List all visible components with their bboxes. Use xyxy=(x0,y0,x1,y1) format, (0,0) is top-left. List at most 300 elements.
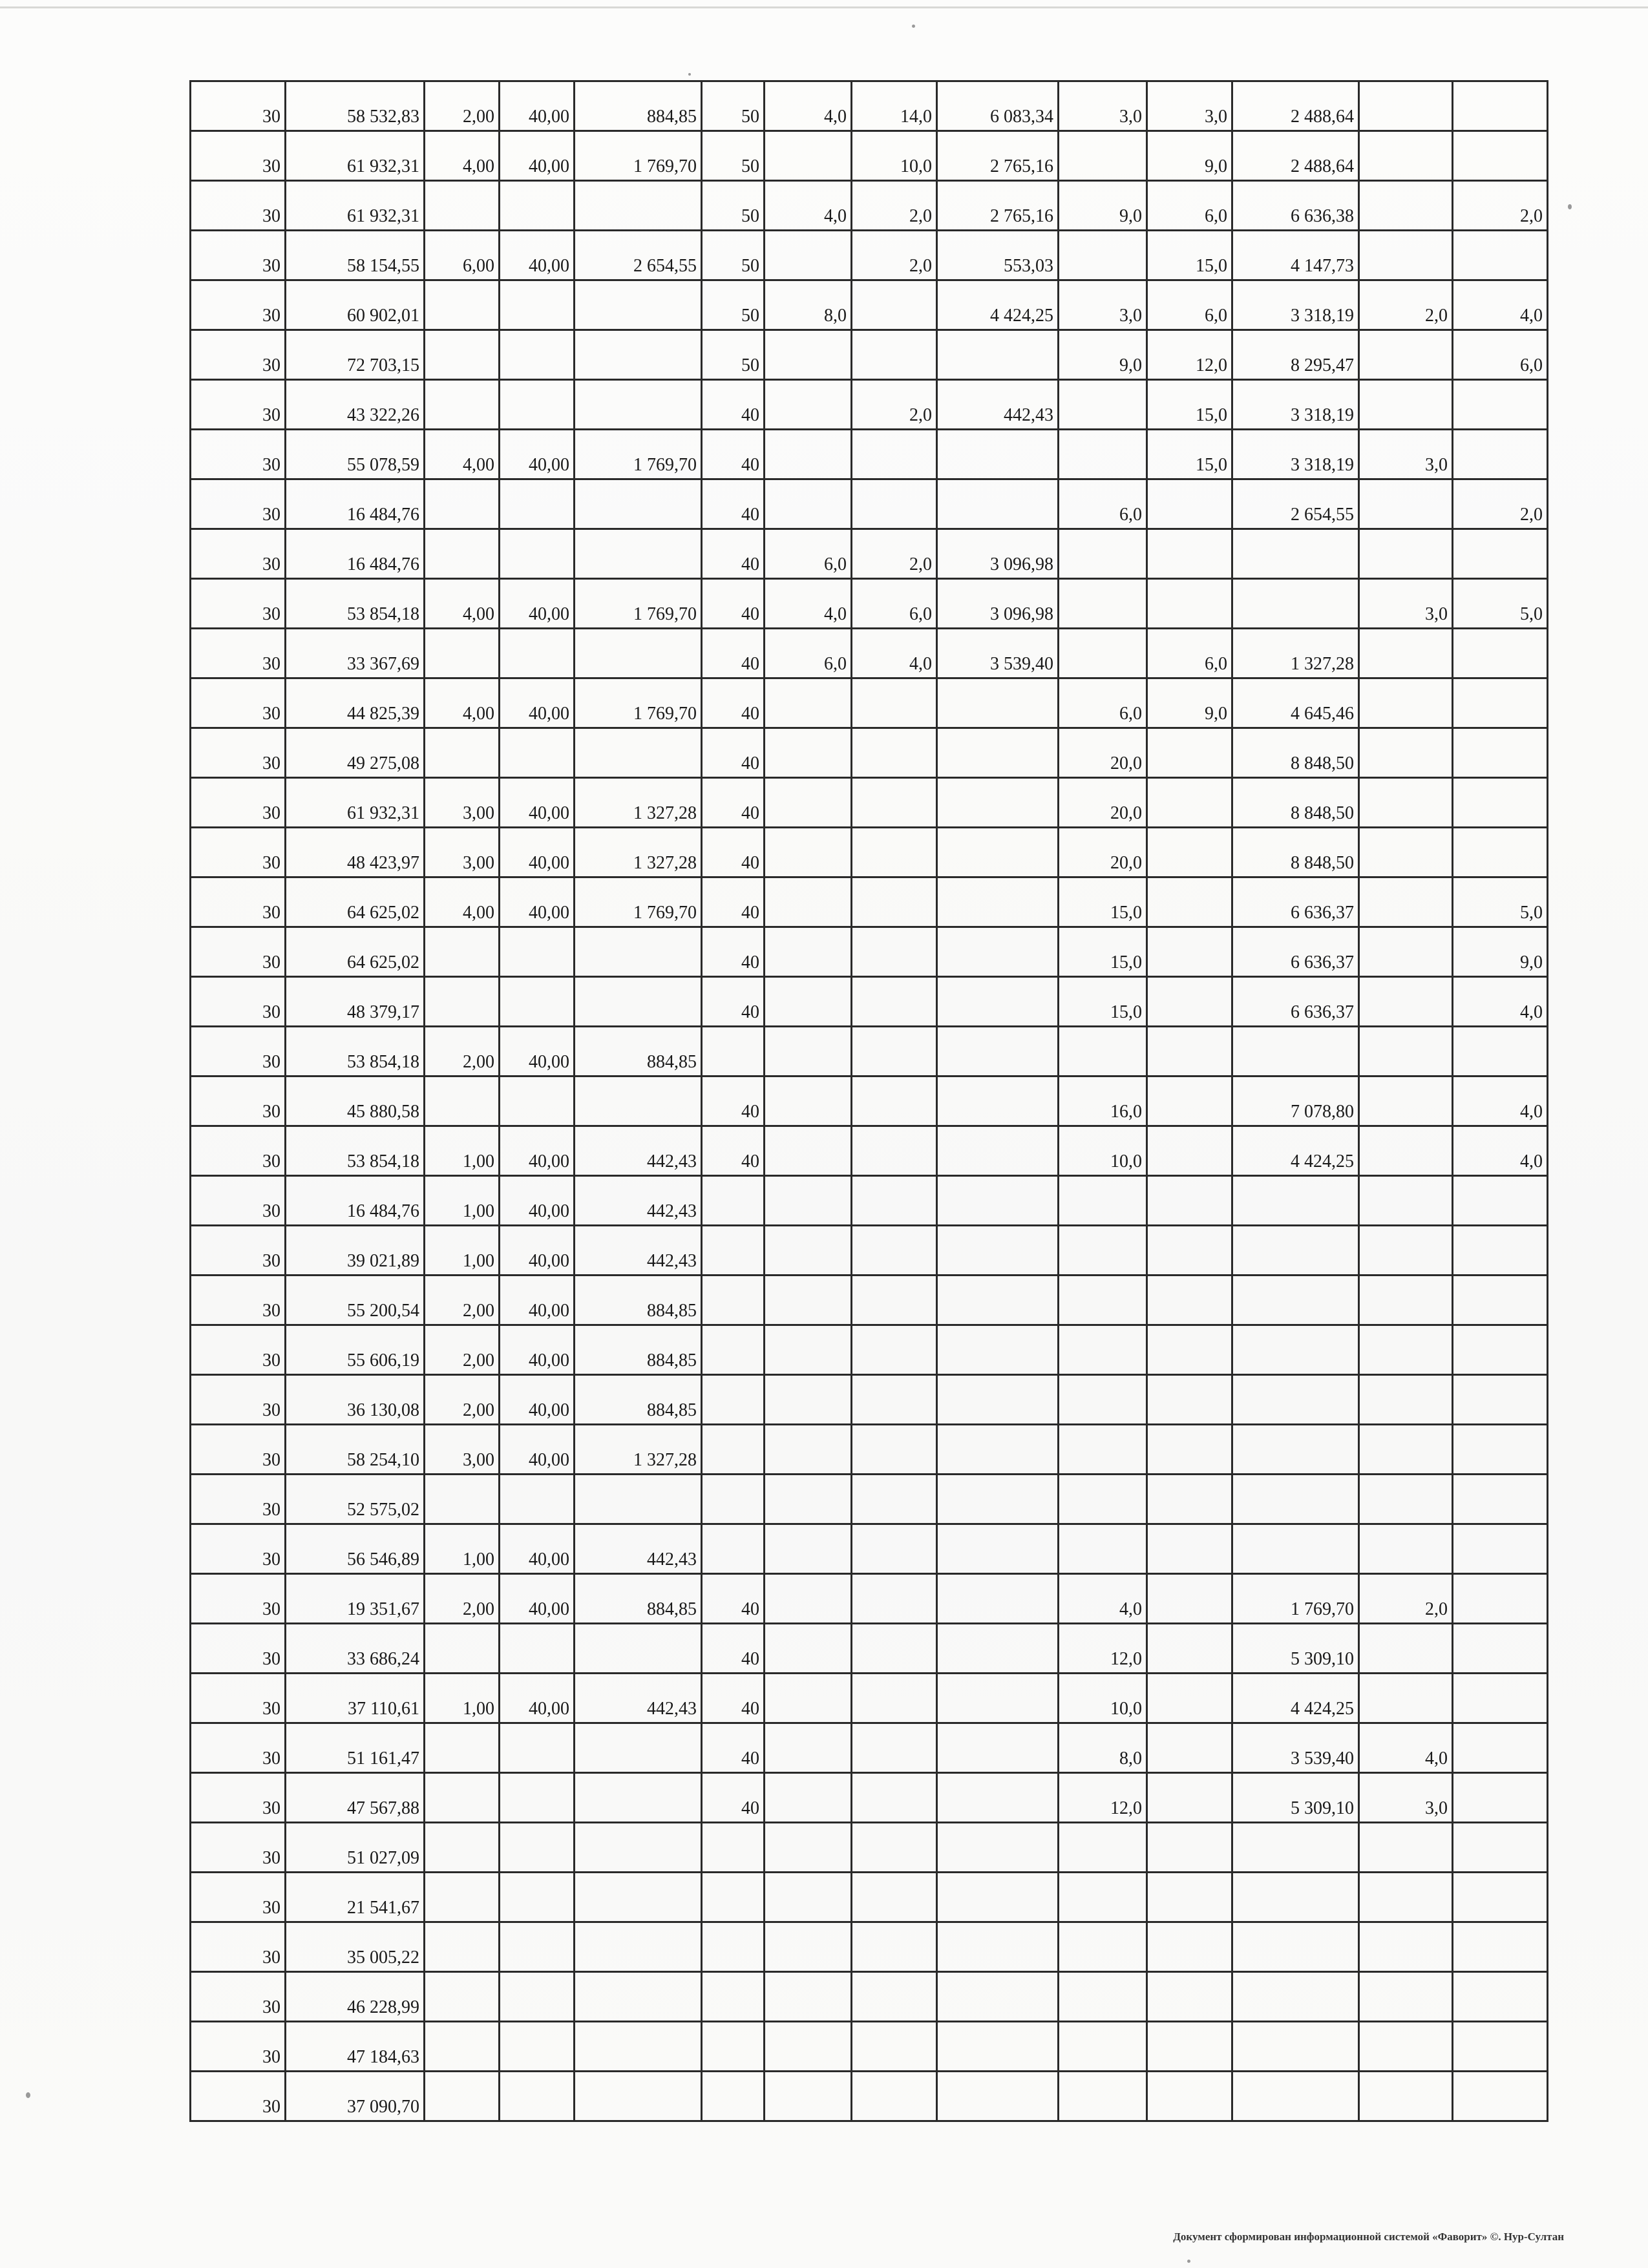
table-cell xyxy=(765,181,852,231)
table-cell xyxy=(765,828,852,877)
table-cell xyxy=(500,1972,575,2022)
cell-value: 40 xyxy=(741,604,759,624)
table-cell xyxy=(1453,1773,1548,1823)
cell-value: 58 254,10 xyxy=(347,1450,419,1470)
table-cell xyxy=(765,430,852,479)
scan-speck xyxy=(26,2092,30,2098)
cell-value: 55 606,19 xyxy=(347,1350,419,1370)
table-cell xyxy=(852,1126,937,1176)
table-cell xyxy=(191,1823,286,1873)
cell-value: 6,0 xyxy=(824,554,847,574)
table-cell xyxy=(1232,1176,1359,1226)
table-cell xyxy=(575,330,702,380)
cell-value: 553,03 xyxy=(1004,256,1053,276)
table-cell xyxy=(1359,828,1453,877)
table-cell xyxy=(1147,1723,1232,1773)
cell-value: 55 078,59 xyxy=(347,455,419,475)
table-cell xyxy=(702,131,765,181)
table-cell xyxy=(702,1873,765,1922)
table-cell xyxy=(1453,1574,1548,1624)
table-cell xyxy=(1453,1226,1548,1276)
cell-value: 30 xyxy=(262,704,280,724)
table-cell xyxy=(191,231,286,280)
table-row xyxy=(191,231,1548,280)
table-cell xyxy=(425,1773,500,1823)
cell-value: 6 636,37 xyxy=(1291,1002,1354,1022)
table-cell xyxy=(1359,579,1453,629)
table-row xyxy=(191,1375,1548,1425)
table-cell xyxy=(575,678,702,728)
table-cell xyxy=(191,181,286,231)
table-cell xyxy=(765,927,852,977)
table-cell xyxy=(937,1076,1059,1126)
table-row xyxy=(191,1226,1548,1276)
table-cell xyxy=(425,1723,500,1773)
table-cell xyxy=(852,330,937,380)
cell-value: 1,00 xyxy=(463,1699,494,1719)
table-cell xyxy=(937,728,1059,778)
cell-value: 4 424,25 xyxy=(990,306,1053,326)
table-cell xyxy=(575,231,702,280)
table-cell xyxy=(852,479,937,529)
table-cell xyxy=(937,1574,1059,1624)
table-cell xyxy=(765,1475,852,1524)
cell-value: 2,00 xyxy=(463,1301,494,1321)
table-cell xyxy=(1059,778,1147,828)
table-cell xyxy=(425,1624,500,1674)
table-cell xyxy=(1453,1524,1548,1574)
table-cell xyxy=(937,330,1059,380)
table-cell xyxy=(1359,280,1453,330)
table-cell xyxy=(937,778,1059,828)
table-cell xyxy=(1453,1027,1548,1076)
cell-value: 44 825,39 xyxy=(347,704,419,724)
table-cell xyxy=(500,1475,575,1524)
table-cell xyxy=(1232,678,1359,728)
table-cell xyxy=(852,280,937,330)
table-cell xyxy=(1147,1972,1232,2022)
table-cell xyxy=(1232,1475,1359,1524)
cell-value: 40,00 xyxy=(529,256,569,276)
table-cell xyxy=(1232,828,1359,877)
table-cell xyxy=(765,2022,852,2072)
table-cell xyxy=(191,1922,286,1972)
table-row xyxy=(191,1425,1548,1475)
table-cell xyxy=(500,380,575,430)
table-cell xyxy=(702,877,765,927)
table-cell xyxy=(500,977,575,1027)
table-cell xyxy=(1453,1873,1548,1922)
table-cell xyxy=(1453,1076,1548,1126)
table-cell xyxy=(852,579,937,629)
table-cell xyxy=(852,2072,937,2121)
table-cell xyxy=(765,81,852,131)
table-cell xyxy=(1059,1076,1147,1126)
cell-value: 16 484,76 xyxy=(347,505,419,525)
table-cell xyxy=(1453,131,1548,181)
table-cell xyxy=(1232,778,1359,828)
cell-value: 12,0 xyxy=(1196,355,1227,375)
table-cell xyxy=(852,231,937,280)
table-cell xyxy=(1453,1375,1548,1425)
cell-value: 61 932,31 xyxy=(347,803,419,823)
table-cell xyxy=(1147,877,1232,927)
table-cell xyxy=(937,629,1059,678)
cell-value: 6 636,37 xyxy=(1291,952,1354,972)
table-cell xyxy=(765,529,852,579)
table-cell xyxy=(425,131,500,181)
table-cell xyxy=(575,977,702,1027)
table-cell xyxy=(1059,330,1147,380)
table-cell xyxy=(1453,181,1548,231)
table-cell xyxy=(702,1076,765,1126)
table-cell xyxy=(937,877,1059,927)
table-cell xyxy=(1453,330,1548,380)
table-cell xyxy=(1059,1226,1147,1276)
cell-value: 442,43 xyxy=(647,1699,697,1719)
cell-value: 3,0 xyxy=(1425,604,1448,624)
table-cell xyxy=(500,1226,575,1276)
table-cell xyxy=(500,181,575,231)
table-cell xyxy=(575,927,702,977)
cell-value: 884,85 xyxy=(647,1350,697,1370)
cell-value: 39 021,89 xyxy=(347,1251,419,1271)
cell-value: 52 575,02 xyxy=(347,1500,419,1520)
table-cell xyxy=(1359,529,1453,579)
table-cell xyxy=(575,1574,702,1624)
table-cell xyxy=(937,1723,1059,1773)
cell-value: 6,0 xyxy=(1119,704,1142,724)
cell-value: 12,0 xyxy=(1110,1798,1142,1818)
table-cell xyxy=(1453,231,1548,280)
table-cell xyxy=(765,1674,852,1723)
table-cell xyxy=(1232,181,1359,231)
cell-value: 40,00 xyxy=(529,853,569,873)
cell-value: 4,00 xyxy=(463,156,494,176)
cell-value: 2,0 xyxy=(1520,505,1543,525)
table-cell xyxy=(425,1076,500,1126)
cell-value: 43 322,26 xyxy=(347,405,419,425)
cell-value: 3,0 xyxy=(1119,306,1142,326)
table-cell xyxy=(425,380,500,430)
table-cell xyxy=(702,1226,765,1276)
cell-value: 40 xyxy=(741,853,759,873)
table-cell xyxy=(191,2022,286,2072)
table-cell xyxy=(852,181,937,231)
table-cell xyxy=(852,678,937,728)
cell-value: 4 645,46 xyxy=(1291,704,1354,724)
table-cell xyxy=(702,1922,765,1972)
cell-value: 55 200,54 xyxy=(347,1301,419,1321)
table-cell xyxy=(1147,529,1232,579)
cell-value: 20,0 xyxy=(1110,753,1142,773)
table-cell xyxy=(765,1723,852,1773)
table-cell xyxy=(575,280,702,330)
table-cell xyxy=(1232,1425,1359,1475)
scan-edge-line xyxy=(0,6,1648,8)
table-cell xyxy=(937,1524,1059,1574)
cell-value: 20,0 xyxy=(1110,803,1142,823)
cell-value: 30 xyxy=(262,256,280,276)
table-row xyxy=(191,1524,1548,1574)
cell-value: 40 xyxy=(741,654,759,674)
table-cell xyxy=(425,1475,500,1524)
cell-value: 15,0 xyxy=(1196,256,1227,276)
cell-value: 30 xyxy=(262,1848,280,1868)
table-cell xyxy=(1232,1126,1359,1176)
table-cell xyxy=(286,1674,425,1723)
table-row xyxy=(191,1873,1548,1922)
table-cell xyxy=(1453,280,1548,330)
table-cell xyxy=(1453,1126,1548,1176)
cell-value: 3 539,40 xyxy=(990,654,1053,674)
table-cell xyxy=(937,678,1059,728)
cell-value: 48 379,17 xyxy=(347,1002,419,1022)
table-cell xyxy=(1059,678,1147,728)
table-cell xyxy=(1359,380,1453,430)
table-row xyxy=(191,579,1548,629)
table-cell xyxy=(500,529,575,579)
table-cell xyxy=(1359,1574,1453,1624)
table-cell xyxy=(702,1027,765,1076)
table-cell xyxy=(425,778,500,828)
table-cell xyxy=(1147,728,1232,778)
table-cell xyxy=(1359,1524,1453,1574)
cell-value: 6,0 xyxy=(1119,505,1142,525)
table-cell xyxy=(702,728,765,778)
cell-value: 3 318,19 xyxy=(1291,306,1354,326)
table-cell xyxy=(425,977,500,1027)
table-cell xyxy=(852,728,937,778)
table-cell xyxy=(1059,1674,1147,1723)
table-cell xyxy=(425,1873,500,1922)
table-cell xyxy=(1147,678,1232,728)
table-cell xyxy=(1453,1624,1548,1674)
table-cell xyxy=(425,1574,500,1624)
cell-value: 2,00 xyxy=(463,1599,494,1619)
table-cell xyxy=(1232,1325,1359,1375)
cell-value: 30 xyxy=(262,405,280,425)
table-cell xyxy=(765,877,852,927)
table-cell xyxy=(765,1276,852,1325)
cell-value: 1 769,70 xyxy=(633,604,697,624)
cell-value: 10,0 xyxy=(1110,1151,1142,1171)
table-cell xyxy=(500,678,575,728)
cell-value: 53 854,18 xyxy=(347,604,419,624)
table-cell xyxy=(1359,1624,1453,1674)
table-cell xyxy=(937,81,1059,131)
table-cell xyxy=(852,828,937,877)
table-cell xyxy=(1359,1674,1453,1723)
table-cell xyxy=(937,1176,1059,1226)
cell-value: 30 xyxy=(262,1102,280,1122)
table-cell xyxy=(1453,479,1548,529)
table-cell xyxy=(852,380,937,430)
table-cell xyxy=(852,977,937,1027)
table-cell xyxy=(500,1723,575,1773)
table-cell xyxy=(1232,1574,1359,1624)
table-cell xyxy=(575,629,702,678)
table-cell xyxy=(286,1076,425,1126)
cell-value: 4,0 xyxy=(1520,1151,1543,1171)
table-cell xyxy=(191,728,286,778)
cell-value: 21 541,67 xyxy=(347,1898,419,1918)
cell-value: 1 769,70 xyxy=(633,156,697,176)
cell-value: 9,0 xyxy=(1205,704,1227,724)
table-cell xyxy=(1453,1325,1548,1375)
cell-value: 442,43 xyxy=(647,1549,697,1570)
table-cell xyxy=(425,1126,500,1176)
cell-value: 1 769,70 xyxy=(1291,1599,1354,1619)
table-cell xyxy=(1147,1475,1232,1524)
table-row xyxy=(191,380,1548,430)
table-cell xyxy=(1147,629,1232,678)
table-cell xyxy=(765,380,852,430)
cell-value: 4,00 xyxy=(463,604,494,624)
cell-value: 30 xyxy=(262,505,280,525)
cell-value: 20,0 xyxy=(1110,853,1142,873)
table-cell xyxy=(500,1574,575,1624)
table-cell xyxy=(702,430,765,479)
table-cell xyxy=(1059,131,1147,181)
table-cell xyxy=(702,1674,765,1723)
cell-value: 50 xyxy=(741,206,759,226)
table-cell xyxy=(1453,1674,1548,1723)
table-row xyxy=(191,629,1548,678)
table-cell xyxy=(575,1922,702,1972)
cell-value: 2 488,64 xyxy=(1291,107,1354,127)
table-cell xyxy=(425,579,500,629)
cell-value: 3,00 xyxy=(463,803,494,823)
cell-value: 40,00 xyxy=(529,704,569,724)
table-cell xyxy=(286,1027,425,1076)
table-cell xyxy=(286,529,425,579)
cell-value: 442,43 xyxy=(1004,405,1053,425)
table-cell xyxy=(937,1325,1059,1375)
table-cell xyxy=(702,330,765,380)
table-cell xyxy=(1059,1325,1147,1375)
table-cell xyxy=(1059,2022,1147,2072)
table-cell xyxy=(765,1823,852,1873)
table-cell xyxy=(765,479,852,529)
cell-value: 6,00 xyxy=(463,256,494,276)
cell-value: 3,00 xyxy=(463,853,494,873)
table-cell xyxy=(937,529,1059,579)
table-cell xyxy=(1359,1076,1453,1126)
cell-value: 1,00 xyxy=(463,1549,494,1570)
table-cell xyxy=(1147,231,1232,280)
cell-value: 40 xyxy=(741,952,759,972)
table-cell xyxy=(702,1126,765,1176)
cell-value: 40 xyxy=(741,1151,759,1171)
cell-value: 51 027,09 xyxy=(347,1848,419,1868)
table-cell xyxy=(1059,2072,1147,2121)
table-cell xyxy=(937,280,1059,330)
table-cell xyxy=(575,1972,702,2022)
table-cell xyxy=(1059,579,1147,629)
table-cell xyxy=(425,1276,500,1325)
cell-value: 48 423,97 xyxy=(347,853,419,873)
table-cell xyxy=(500,927,575,977)
table-cell xyxy=(1232,1972,1359,2022)
cell-value: 2,0 xyxy=(909,554,932,574)
cell-value: 3,0 xyxy=(1205,107,1227,127)
table-cell xyxy=(1453,1723,1548,1773)
table-cell xyxy=(1453,1176,1548,1226)
table-row xyxy=(191,1276,1548,1325)
cell-value: 1,00 xyxy=(463,1251,494,1271)
table-cell xyxy=(500,1176,575,1226)
table-cell xyxy=(191,1375,286,1425)
cell-value: 33 686,24 xyxy=(347,1649,419,1669)
table-cell xyxy=(702,2072,765,2121)
table-cell xyxy=(191,1773,286,1823)
table-cell xyxy=(1059,629,1147,678)
table-cell xyxy=(852,1325,937,1375)
table-cell xyxy=(425,877,500,927)
table-cell xyxy=(1059,1375,1147,1425)
table-cell xyxy=(500,1624,575,1674)
table-cell xyxy=(937,1873,1059,1922)
cell-value: 30 xyxy=(262,1002,280,1022)
table-cell xyxy=(575,430,702,479)
table-cell xyxy=(1359,629,1453,678)
table-cell xyxy=(1232,1076,1359,1126)
table-cell xyxy=(500,479,575,529)
table-cell xyxy=(500,1027,575,1076)
cell-value: 1 769,70 xyxy=(633,455,697,475)
cell-value: 30 xyxy=(262,1350,280,1370)
cell-value: 49 275,08 xyxy=(347,753,419,773)
cell-value: 2,0 xyxy=(909,206,932,226)
table-cell xyxy=(575,1425,702,1475)
table-cell xyxy=(425,1325,500,1375)
cell-value: 40,00 xyxy=(529,107,569,127)
table-cell xyxy=(575,1773,702,1823)
table-cell xyxy=(937,181,1059,231)
table-cell xyxy=(1359,1325,1453,1375)
table-cell xyxy=(1059,1873,1147,1922)
cell-value: 15,0 xyxy=(1110,903,1142,923)
table-cell xyxy=(500,1873,575,1922)
scan-speck xyxy=(1568,204,1572,209)
table-cell xyxy=(286,1773,425,1823)
cell-value: 442,43 xyxy=(647,1151,697,1171)
table-cell xyxy=(937,579,1059,629)
table-cell xyxy=(702,1624,765,1674)
table-cell xyxy=(191,977,286,1027)
cell-value: 6,0 xyxy=(1205,206,1227,226)
table-cell xyxy=(191,877,286,927)
table-cell xyxy=(575,181,702,231)
table-cell xyxy=(702,81,765,131)
cell-value: 30 xyxy=(262,1500,280,1520)
table-cell xyxy=(575,1226,702,1276)
cell-value: 6,0 xyxy=(1205,306,1227,326)
table-cell xyxy=(575,529,702,579)
table-cell xyxy=(702,1325,765,1375)
table-cell xyxy=(575,579,702,629)
table-cell xyxy=(1453,728,1548,778)
table-cell xyxy=(852,877,937,927)
table-cell xyxy=(1232,380,1359,430)
cell-value: 8,0 xyxy=(824,306,847,326)
table-cell xyxy=(191,1176,286,1226)
table-cell xyxy=(937,380,1059,430)
table-cell xyxy=(286,1375,425,1425)
table-cell xyxy=(191,1425,286,1475)
cell-value: 442,43 xyxy=(647,1251,697,1271)
